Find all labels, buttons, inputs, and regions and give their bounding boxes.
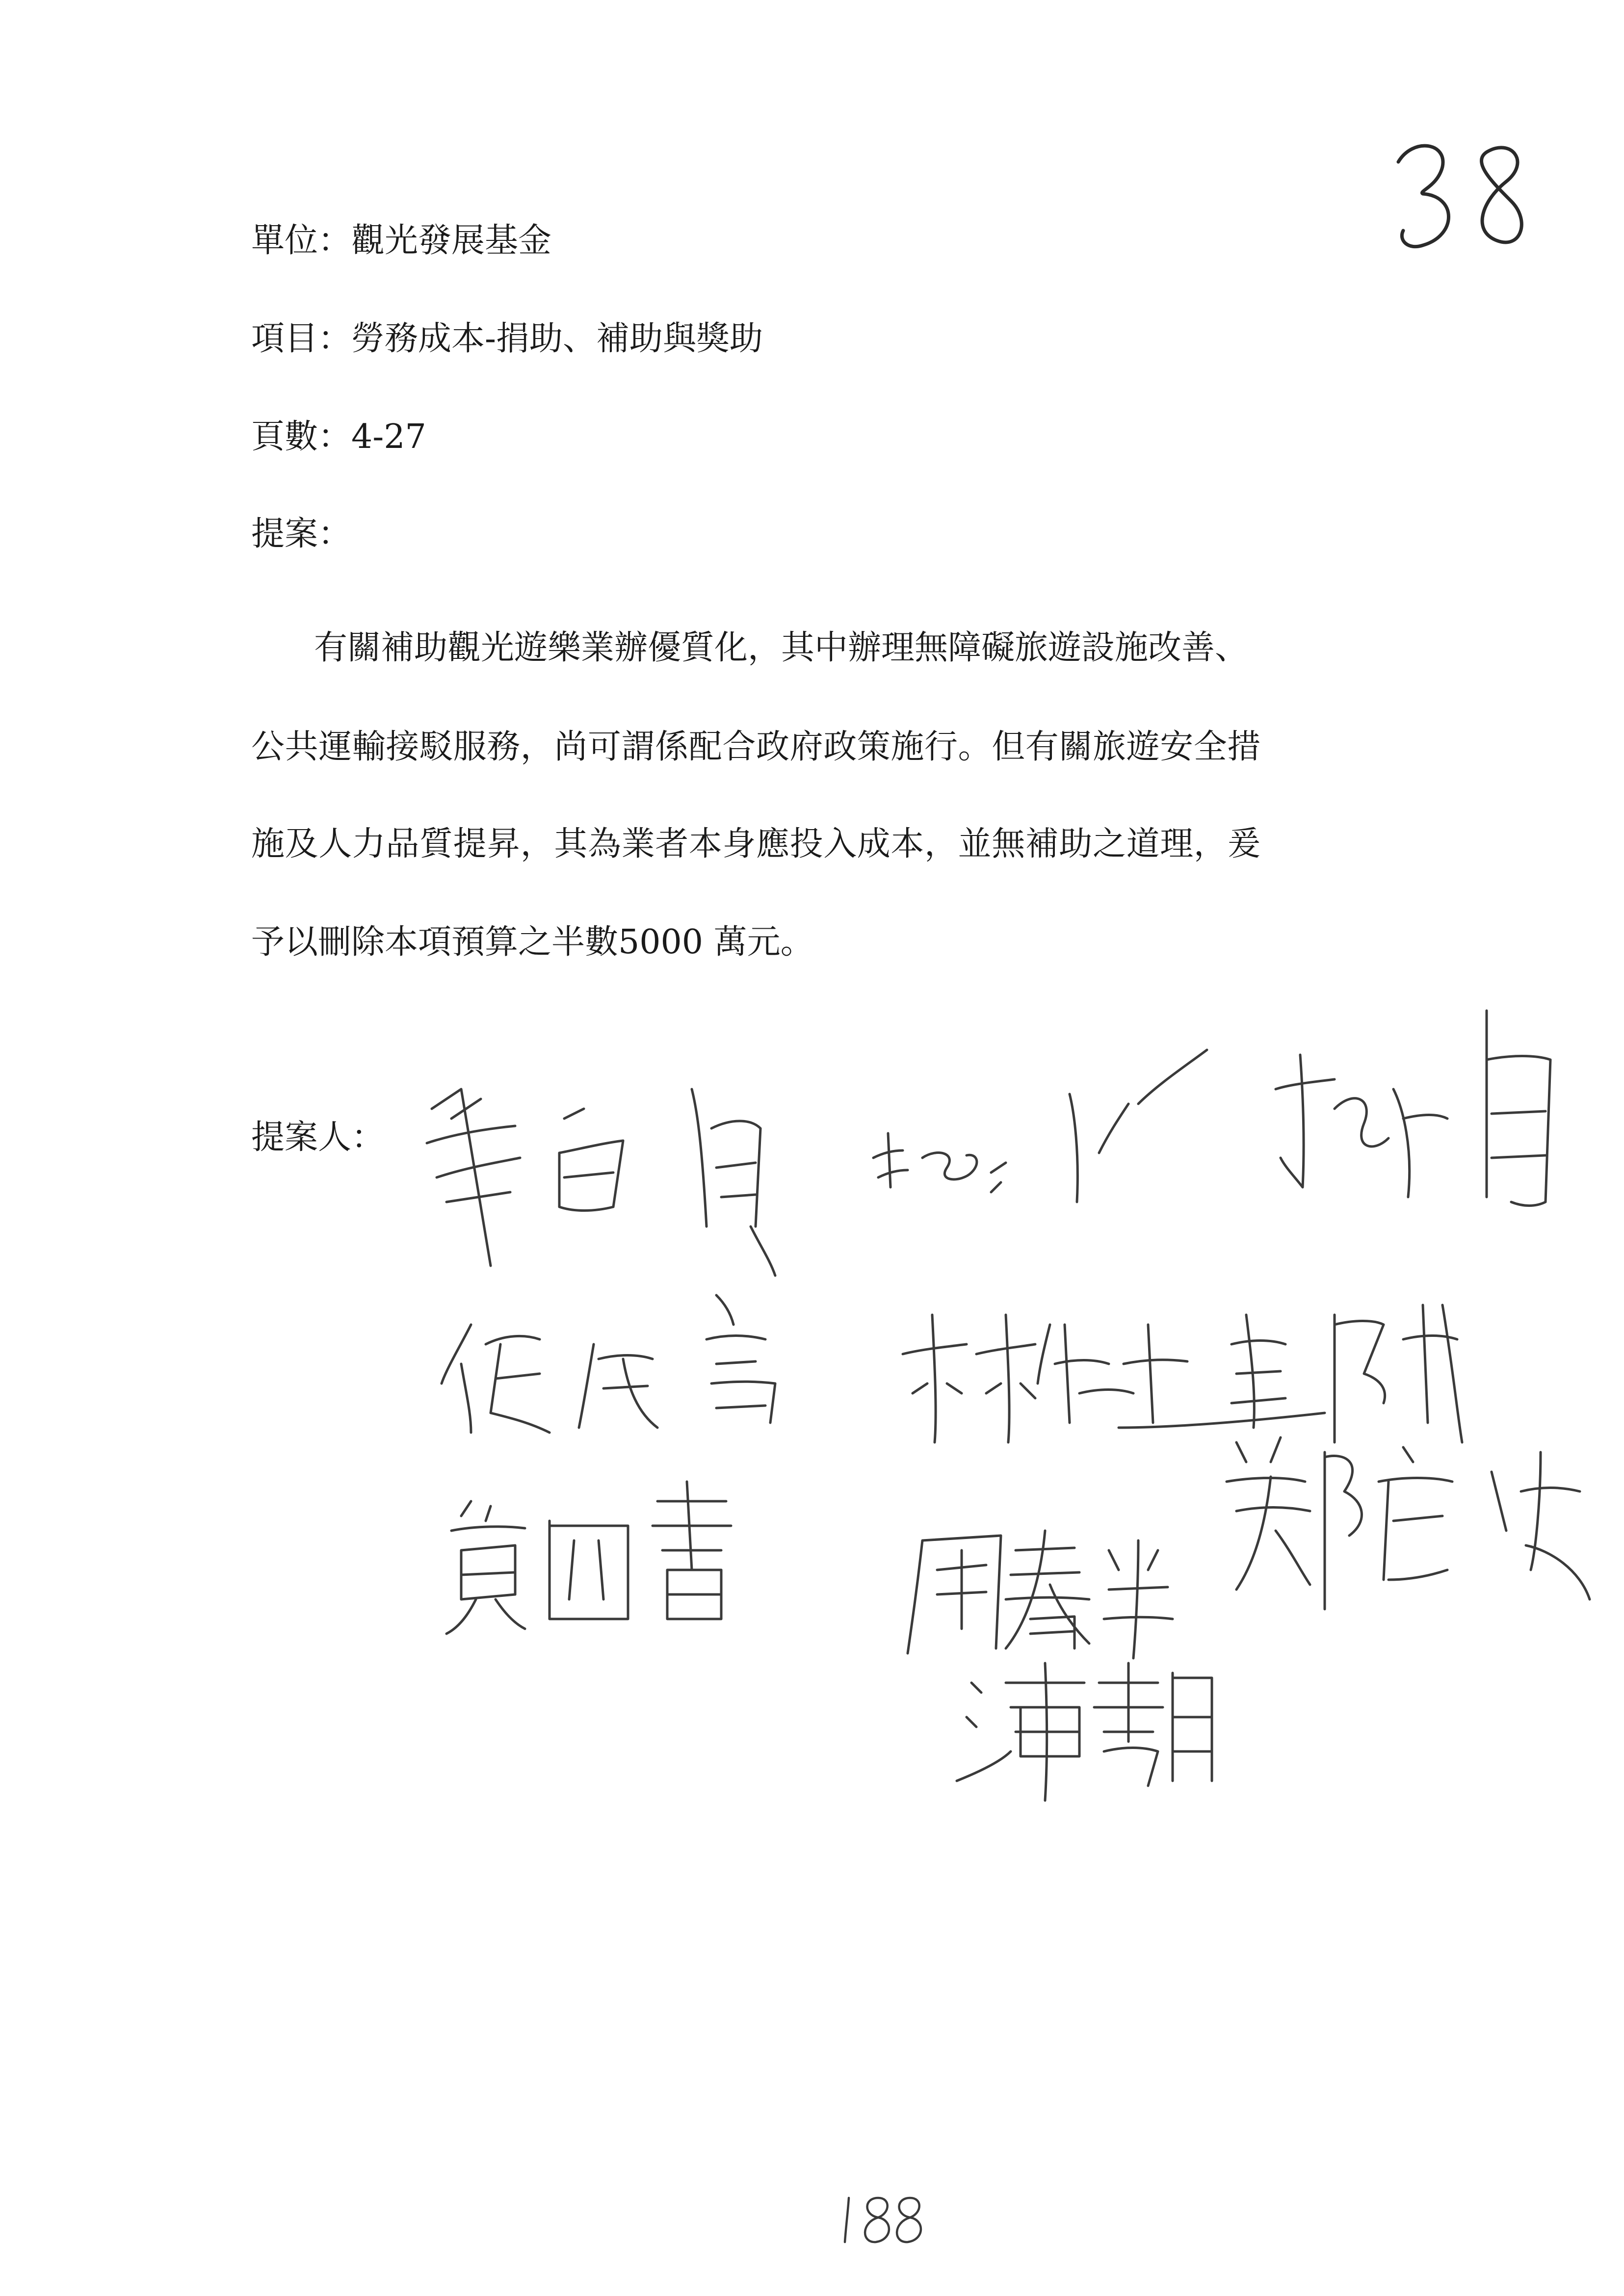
signature-4	[432, 1285, 805, 1452]
proposal-body-line: 公共運輸接駁服務，尚可謂係配合政府政策施行。但有關旅遊安全措	[251, 728, 1261, 766]
signature-6	[432, 1472, 746, 1639]
signature-7	[903, 1511, 1178, 1658]
proposal-body-line: 施及人力品質提昇，其為業者本身應投入成本，並無補助之道理，爰	[251, 825, 1261, 863]
signature-1	[417, 1079, 800, 1285]
proposal-body-line: 予以刪除本項預算之半數5000 萬元。	[251, 923, 814, 962]
signature-2	[864, 1045, 1236, 1251]
signature-3	[1256, 991, 1570, 1266]
pages-label: 頁數：	[251, 417, 352, 456]
unit-line	[251, 221, 552, 260]
signature-9	[952, 1644, 1217, 1800]
unit-label: 單位：	[251, 221, 352, 260]
signature-8	[1217, 1423, 1599, 1639]
item-line	[251, 319, 763, 358]
page-number-handwritten	[839, 2188, 927, 2247]
pages-line	[251, 417, 426, 456]
page-mark-handwritten	[1388, 132, 1536, 260]
proposers-label: 提案人：	[251, 1118, 385, 1157]
pages-value: 4-27	[351, 417, 426, 456]
proposal-label: 提案：	[251, 515, 352, 553]
proposal-body-line: 有關補助觀光遊樂業辦優質化，其中辦理無障礙旅遊設施改善、	[314, 628, 1249, 667]
item-label: 項目：	[251, 319, 352, 358]
unit-value: 觀光發展基金	[351, 221, 552, 260]
item-value: 勞務成本-捐助、補助與獎助	[351, 319, 763, 358]
